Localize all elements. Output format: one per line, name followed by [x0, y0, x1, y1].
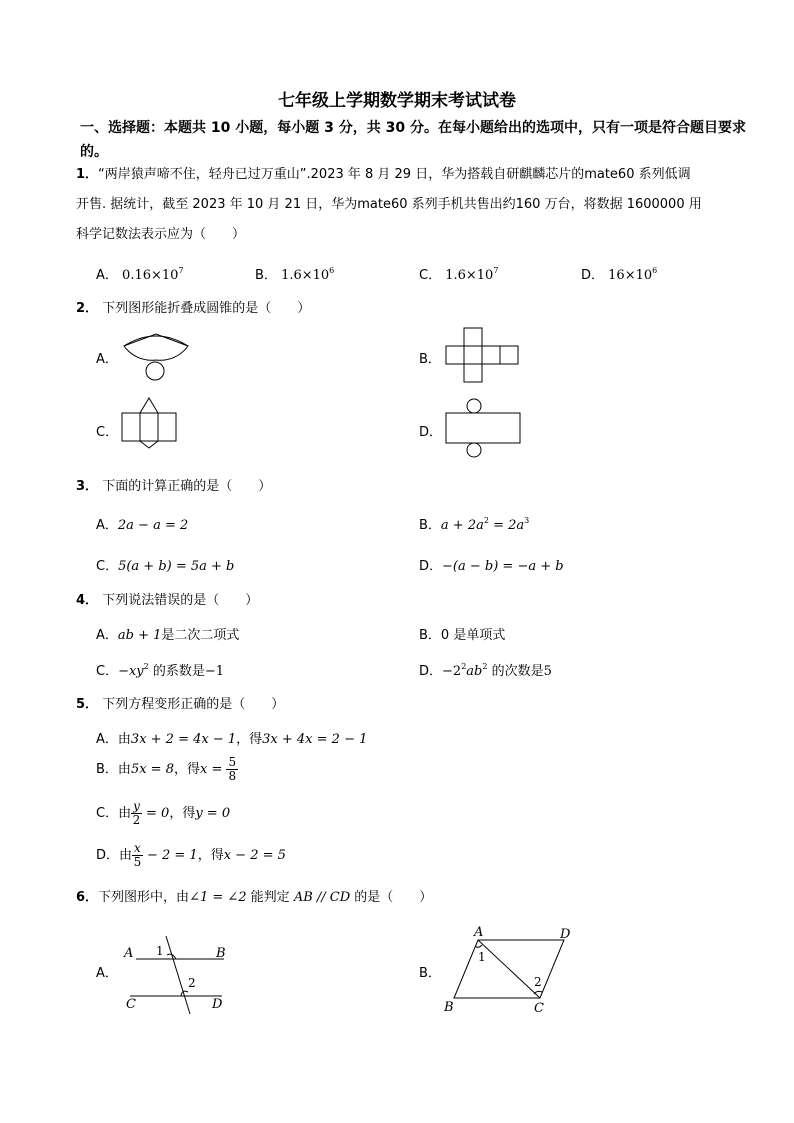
svg-text:2: 2	[534, 975, 542, 989]
option-b: B．由5x = 8，得x = $\frac{5}{8}$	[96, 755, 237, 783]
figure-cylinder-net	[444, 396, 524, 460]
figure-cube-net	[444, 326, 524, 384]
figure-parallelogram	[440, 924, 580, 1016]
option-b: B．0 是单项式	[419, 628, 506, 643]
option-d: D． $16\times 10^6$	[581, 266, 658, 283]
svg-text:C: C	[126, 997, 136, 1012]
option-d-label: D．	[419, 425, 443, 440]
option-c-label: C．	[96, 425, 119, 440]
question-1	[76, 160, 766, 250]
svg-text:A: A	[124, 946, 134, 961]
option-c: C．5(a + b) = 5a + b	[96, 559, 235, 574]
option-a-label: A．	[96, 966, 118, 981]
option-c: C． $1.6\times 10^7$	[419, 266, 499, 283]
question-2: 2． 下列图形能折叠成圆锥的是（ ）	[76, 301, 311, 316]
svg-text:1: 1	[156, 944, 164, 958]
svg-text:B: B	[444, 1000, 454, 1015]
question-3: 3． 下面的计算正确的是（ ）	[76, 479, 272, 494]
option-b: B． $1.6\times 10^6$	[255, 266, 335, 283]
figure-sector-circle	[118, 326, 194, 386]
question-number: 1．	[76, 167, 99, 182]
option-a: A．ab + 1是二次二项式	[96, 628, 240, 643]
svg-text:2: 2	[188, 976, 196, 990]
option-b-label: B．	[419, 352, 441, 367]
option-d: D．由 $\frac{x}{5}$ − 2 = 1，得x − 2 = 5	[96, 841, 286, 869]
svg-text:D: D	[560, 927, 571, 942]
figure-prism-net	[120, 396, 180, 450]
question-4: 4． 下列说法错误的是（ ）	[76, 593, 259, 608]
svg-text:A: A	[474, 925, 484, 940]
svg-text:D: D	[212, 997, 223, 1012]
option-a: A．由3x + 2 = 4x − 1，得3x + 4x = 2 − 1	[96, 732, 368, 747]
option-b: B．$a + 2a^2 = 2a^3$	[419, 516, 530, 533]
option-c: C．$-xy^2$ 的系数是−1	[96, 662, 225, 679]
question-text: 开售. 据统计，截至 2023 年 10 月 21 日，华为mate60 系列手机共售出约160 万台，将数据 1600000 用	[76, 197, 702, 212]
question-text: 科学记数法表示应为（ ）	[76, 227, 246, 242]
option-c: C．由 $\frac{y}{2}$ = 0，得y = 0	[96, 799, 231, 827]
page-title: 七年级上学期数学期末考试试卷	[278, 91, 516, 111]
option-a: A．2a − a = 2	[96, 518, 189, 533]
question-text: “两岸猿声啼不住，轻舟已过万重山”.2023 年 8 月 29 日，华为搭载自研麒麟芯片的mate60 系列低调	[98, 167, 691, 182]
option-d: D．−(a − b) = −a + b	[419, 559, 564, 574]
svg-text:1: 1	[478, 950, 486, 964]
option-d: D．$-2^2ab^2$ 的次数是5	[419, 662, 552, 679]
section-heading: 一、选择题：本题共 10 小题，每小题 3 分，共 30 分。在每小题给出的选项中，只有一项是符合题目要求的。	[80, 120, 746, 160]
svg-text:B: B	[216, 946, 226, 961]
option-b-label: B．	[419, 966, 441, 981]
question-5: 5． 下列方程变形正确的是（ ）	[76, 697, 285, 712]
figure-transversal	[118, 926, 234, 1016]
option-a: A． $0.16\times 10^7$	[96, 266, 184, 283]
option-a-label: A．	[96, 352, 118, 367]
question-6: 6．下列图形中，由∠1 = ∠2 能判定 AB // CD 的是（ ）	[76, 890, 433, 905]
svg-text:C: C	[534, 1001, 544, 1016]
